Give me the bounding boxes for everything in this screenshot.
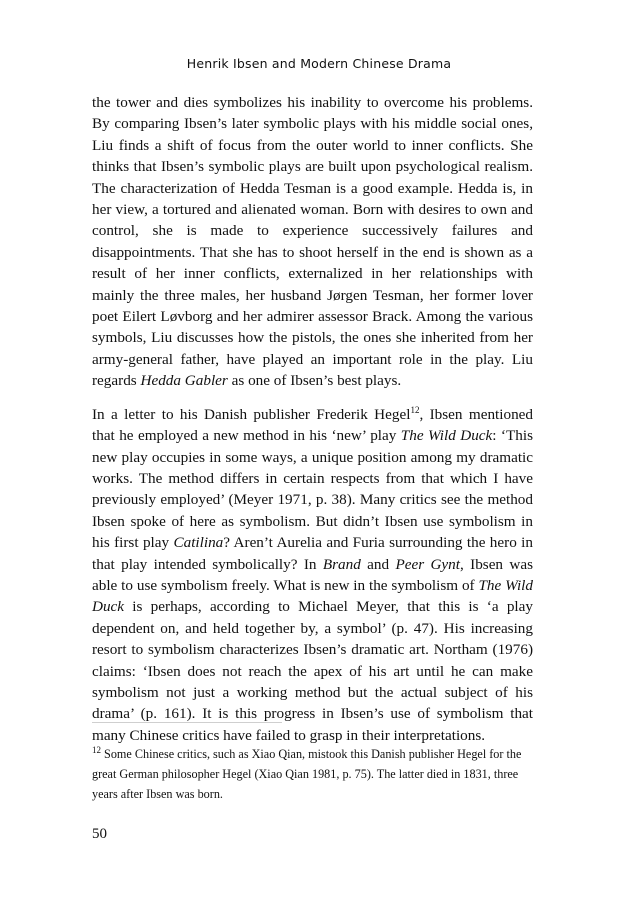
running-head: Henrik Ibsen and Modern Chinese Drama [186,56,452,71]
title-brand: Brand [322,555,361,573]
footnote-text: Some Chinese critics, such as Xiao Qian, mistook this Danish publisher Hegel for the great German philosopher Hegel (Xiao Qian 1981, p. 75). The latter died in 1831, three years after Ibsen was born. [92,747,522,801]
paragraph-1 [92,92,533,392]
footnote-reference[interactable]: 12 [410,404,420,415]
paragraph-2-text-a: In a letter to his Danish publisher Frederik Hegel [92,405,411,423]
paragraph-2-text-f: , Ibsen was able to use symbolism freely. What is new in the symbolism of [92,555,533,594]
footnote [92,744,533,804]
paragraph-2-text-g: is perhaps, according to Michael Meyer, that this is ‘a play dependent on, and held together by, a symbol’ (p. 47). His increasing resort to symbolism characterizes Ibsen’s dramatic art. Northam (1976) claims: ‘Ibsen does not reach the apex of his art until he can make symbolism not just a working method but the actual subject of his drama’ (p. 161). It is this progress in Ibsen’s use of symbolism that many Chinese critics have failed to grasp in their interpretations. [92,598,533,744]
paragraph-2-text-c: : ‘This new play occupies in some ways, a unique position among my dramatic works. The method differs in certain respects from that which I have previously employed’ (Meyer 1971, p. 38). Many critics see the method Ibsen spoke of here as symbolism. But didn’t Ibsen use symbolism in his first play [92,427,533,552]
title-the-wild-duck-2: The Wild Duck [92,576,533,616]
paragraph-2-text-b: , Ibsen mentioned that he employed a new method in his ‘new’ play [92,405,533,445]
footnote-divider [92,722,282,723]
paragraph-2-text-d: ? Aren’t Aurelia and Furia surrounding the hero in that play intended symbolically? In [92,534,533,573]
footnote-mark: 12 [92,744,101,755]
title-the-wild-duck: The Wild Duck [400,427,493,445]
paragraph-1-text-a: the tower and dies symbolizes his inability to overcome his problems. By comparing Ibsen’s later symbolic plays with his middle social ones, Liu finds a shift of focus from the outer world to inner conflicts. She thinks that Ibsen’s symbolic plays are built upon psychological realism. The characterization of Hedda Tesman is a good example. Hedda is, in her view, a tortured and alienated woman. Born with desires to own and control, she is made to experience successively failures and disappointments. That she has to shoot herself in the end is shown as a result of her inner conflicts, externalized in her relationships with mainly the three males, her husband Jørgen Tesman, her former lover poet Eilert Løvborg and her admirer assessor Brack. Among the various symbols, Liu discusses how the pistols, the ones she inherited from her army-general father, have played an important role in the play. Liu regards [92,94,533,390]
body-text [92,92,533,758]
paragraph-2-text-e: and [360,555,396,573]
title-peer-gynt: Peer Gynt [395,555,460,573]
paragraph-1-text-b: as one of Ibsen’s best plays. [227,372,402,390]
paragraph-2 [92,404,533,747]
title-hedda-gabler: Hedda Gabler [140,372,228,390]
page-number: 50 [92,826,107,842]
title-catilina: Catilina [173,534,224,552]
